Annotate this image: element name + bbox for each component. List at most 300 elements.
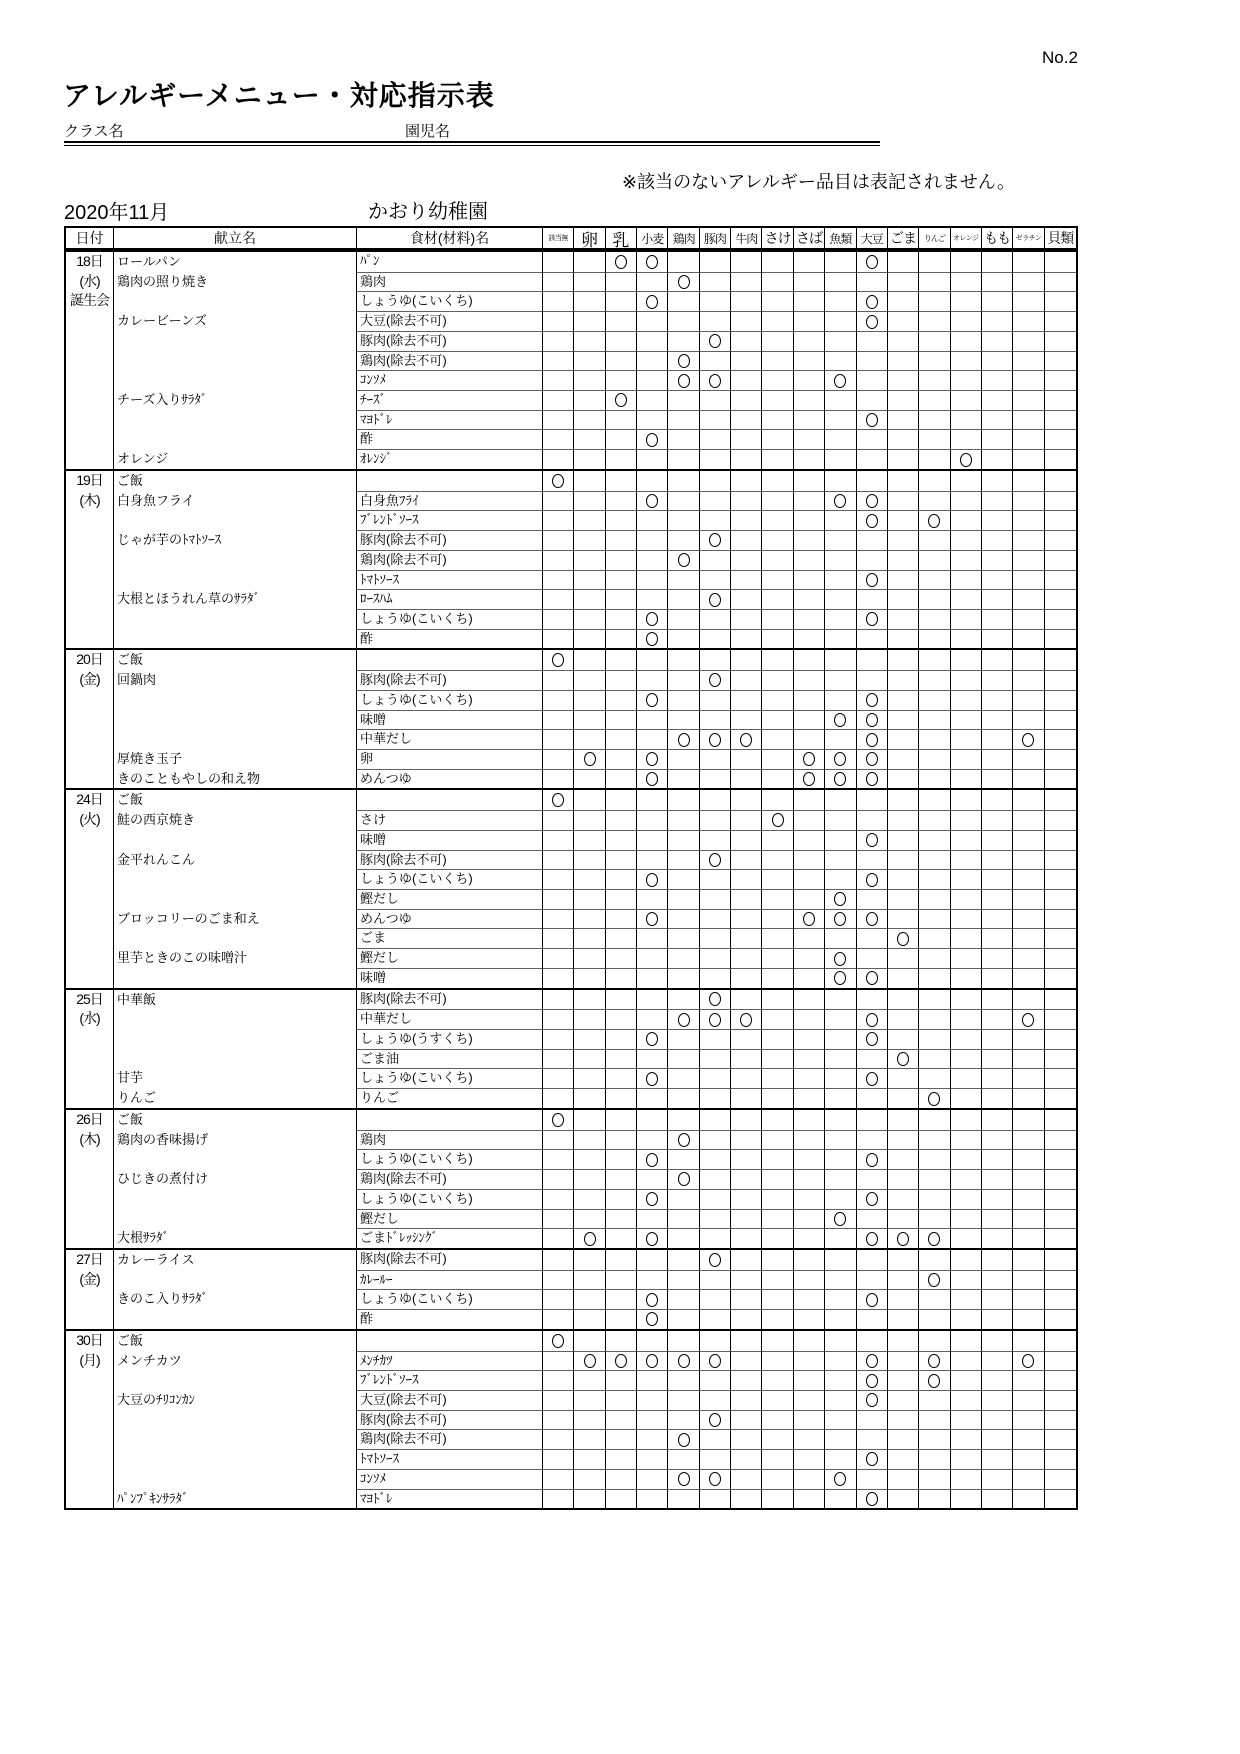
allergen-cell — [700, 1429, 731, 1449]
allergen-mark-circle — [866, 295, 878, 309]
allergen-cell — [951, 928, 982, 948]
allergen-cell — [888, 1209, 919, 1229]
allergen-cell — [762, 909, 793, 929]
allergen-cell — [982, 530, 1013, 550]
allergen-cell — [1045, 1331, 1076, 1351]
menu-cell: 大根とほうれん草のｻﾗﾀﾞ — [114, 589, 357, 648]
allergen-cell — [668, 1410, 699, 1430]
ingredient-cell: 豚肉(除去不可) — [357, 670, 543, 690]
allergen-cell — [888, 1351, 919, 1371]
allergen-cell — [574, 410, 605, 430]
allergen-mark-circle — [646, 1192, 658, 1206]
allergen-cell — [794, 429, 825, 449]
allergen-cell — [574, 1189, 605, 1209]
allergen-cell — [794, 1489, 825, 1509]
allergen-cell — [762, 1270, 793, 1290]
allergen-cell — [1013, 1149, 1044, 1169]
allergen-cell — [982, 1209, 1013, 1229]
ingredient-cell: 豚肉(除去不可) — [357, 1250, 543, 1270]
date-group — [66, 469, 1076, 648]
allergen-cell — [700, 1390, 731, 1410]
allergen-cell — [888, 1390, 919, 1410]
allergen-cell — [543, 1309, 574, 1329]
allergen-cell — [951, 729, 982, 749]
allergen-cell — [762, 810, 793, 830]
allergen-cell — [1013, 1410, 1044, 1430]
allergen-cell — [637, 830, 668, 850]
allergen-cell — [825, 869, 856, 889]
menu-cell: ひじきの煮付け — [114, 1169, 357, 1228]
allergen-cell — [982, 869, 1013, 889]
date-line: 25日 — [76, 990, 103, 1007]
allergen-cell — [574, 589, 605, 609]
allergen-cell — [982, 810, 1013, 830]
allergen-cell — [982, 449, 1013, 469]
menu-cell: 鮭の西京焼き — [114, 810, 357, 849]
allergen-cell — [982, 272, 1013, 292]
allergen-cell — [951, 790, 982, 810]
allergen-cell — [951, 1289, 982, 1309]
ingredient-cell: 鶏肉(除去不可) — [357, 351, 543, 371]
allergen-cell — [888, 670, 919, 690]
allergen-cell — [731, 1331, 762, 1351]
allergen-cell — [668, 830, 699, 850]
ingredient-cell: ﾄﾏﾄｿｰｽ — [357, 1449, 543, 1469]
allergen-cell — [637, 449, 668, 469]
allergen-cell — [637, 990, 668, 1010]
allergen-cell — [606, 1289, 637, 1309]
allergen-cell — [543, 550, 574, 570]
allergen-cell — [951, 909, 982, 929]
allergen-cell — [574, 510, 605, 530]
month-label: 2020年11月 — [64, 202, 170, 224]
allergen-cell — [606, 1351, 637, 1371]
allergen-cell — [1045, 291, 1076, 311]
allergen-cell — [982, 1228, 1013, 1248]
ingredient-cell — [357, 1110, 543, 1130]
allergen-cell — [857, 1449, 888, 1469]
allergen-cell — [606, 570, 637, 590]
allergen-cell — [1013, 370, 1044, 390]
allergen-cell — [1013, 968, 1044, 988]
allergen-cell — [1013, 1309, 1044, 1329]
allergen-cell — [731, 331, 762, 351]
ingredient-cell: 大豆(除去不可) — [357, 1390, 543, 1410]
allergen-cell — [1045, 629, 1076, 649]
allergen-cell — [668, 331, 699, 351]
allergen-cell — [825, 1049, 856, 1069]
allergen-cell — [574, 968, 605, 988]
allergen-cell — [637, 1189, 668, 1209]
allergen-cell — [857, 291, 888, 311]
allergen-cell — [794, 909, 825, 929]
allergen-mark-circle — [615, 255, 627, 269]
allergen-cell — [543, 311, 574, 331]
ingredient-cell: 中華だし — [357, 1009, 543, 1029]
allergen-cell — [574, 1130, 605, 1150]
allergen-cell — [700, 769, 731, 789]
allergen-cell — [543, 990, 574, 1010]
allergen-cell — [1013, 948, 1044, 968]
header-allergen: さけ — [762, 228, 793, 248]
allergen-cell — [700, 968, 731, 988]
allergen-cell — [888, 589, 919, 609]
allergen-mark-circle — [803, 912, 815, 926]
allergen-cell — [1013, 272, 1044, 292]
allergen-cell — [637, 530, 668, 550]
allergen-cell — [1013, 390, 1044, 410]
allergen-cell — [951, 948, 982, 968]
allergen-cell — [1013, 729, 1044, 749]
allergen-mark-circle — [866, 971, 878, 985]
allergen-cell — [731, 810, 762, 830]
ingredient-cell: しょうゆ(こいくち) — [357, 1189, 543, 1209]
allergen-cell — [731, 1189, 762, 1209]
date-cell — [66, 790, 114, 987]
allergen-cell — [982, 1110, 1013, 1130]
allergen-cell — [762, 1009, 793, 1029]
date-cell — [66, 650, 114, 788]
allergen-cell — [762, 252, 793, 272]
allergen-cell — [1045, 1209, 1076, 1229]
allergen-mark-circle — [866, 1072, 878, 1086]
allergen-cell — [1045, 1309, 1076, 1329]
allergen-cell — [668, 609, 699, 629]
allergen-cell — [951, 252, 982, 272]
allergen-cell — [668, 449, 699, 469]
header-allergen: 該当無 — [543, 228, 574, 248]
allergen-cell — [637, 889, 668, 909]
allergen-cell — [1013, 570, 1044, 590]
allergen-cell — [982, 370, 1013, 390]
allergen-cell — [606, 928, 637, 948]
allergen-cell — [668, 570, 699, 590]
allergen-cell — [857, 1029, 888, 1049]
header-menu: 献立名 — [114, 228, 357, 248]
ingredient-cell: しょうゆ(こいくち) — [357, 1289, 543, 1309]
allergen-cell — [762, 1149, 793, 1169]
allergen-cell — [982, 491, 1013, 511]
allergen-mark-circle — [646, 1293, 658, 1307]
allergen-cell — [1045, 650, 1076, 670]
allergen-cell — [1045, 1068, 1076, 1088]
allergen-cell — [1045, 909, 1076, 929]
allergen-cell — [888, 530, 919, 550]
allergen-cell — [888, 710, 919, 730]
allergen-cell — [825, 1309, 856, 1329]
allergen-cell — [637, 589, 668, 609]
ingredient-cell: ﾒﾝﾁｶﾂ — [357, 1351, 543, 1371]
allergen-cell — [888, 570, 919, 590]
allergen-cell — [543, 830, 574, 850]
ingredient-cell: ごま油 — [357, 1049, 543, 1069]
allergen-cell — [1045, 252, 1076, 272]
allergen-cell — [606, 1049, 637, 1069]
allergen-cell — [919, 1209, 950, 1229]
allergen-cell — [1013, 1351, 1044, 1371]
allergen-cell — [825, 1489, 856, 1509]
allergen-cell — [700, 491, 731, 511]
allergen-cell — [574, 272, 605, 292]
allergen-cell — [731, 990, 762, 1010]
allergen-cell — [888, 1169, 919, 1189]
allergen-cell — [606, 1469, 637, 1489]
table-header-row — [66, 228, 1076, 250]
allergen-cell — [982, 650, 1013, 670]
allergen-cell — [888, 1088, 919, 1108]
allergen-cell — [857, 510, 888, 530]
allergen-cell — [731, 429, 762, 449]
allergen-cell — [574, 530, 605, 550]
name-field-rule-bottom — [64, 145, 880, 146]
allergen-cell — [574, 810, 605, 830]
allergen-mark-circle — [928, 514, 940, 528]
allergen-cell — [982, 311, 1013, 331]
allergen-cell — [982, 710, 1013, 730]
allergen-cell — [888, 968, 919, 988]
allergen-cell — [919, 928, 950, 948]
allergen-cell — [888, 1029, 919, 1049]
allergen-cell — [951, 410, 982, 430]
allergen-cell — [543, 1270, 574, 1290]
allergen-mark-circle — [897, 1052, 909, 1066]
allergen-cell — [794, 1149, 825, 1169]
allergen-mark-circle — [740, 1013, 752, 1027]
allergen-cell — [637, 1228, 668, 1248]
allergen-cell — [574, 1009, 605, 1029]
allergen-cell — [982, 1068, 1013, 1088]
allergen-cell — [606, 1449, 637, 1469]
allergen-cell — [543, 968, 574, 988]
allergen-cell — [574, 291, 605, 311]
allergen-cell — [731, 370, 762, 390]
allergen-cell — [574, 471, 605, 491]
allergen-cell — [1013, 1009, 1044, 1029]
allergen-cell — [731, 1351, 762, 1371]
allergen-cell — [574, 1169, 605, 1189]
allergen-cell — [825, 491, 856, 511]
allergen-cell — [700, 410, 731, 430]
allergen-mark-circle — [646, 912, 658, 926]
allergen-cell — [951, 1049, 982, 1069]
allergen-mark-circle — [866, 693, 878, 707]
allergen-cell — [731, 1068, 762, 1088]
allergen-cell — [637, 1449, 668, 1469]
date-group — [66, 1248, 1076, 1329]
allergen-cell — [700, 650, 731, 670]
allergen-cell — [731, 1029, 762, 1049]
allergen-cell — [700, 1110, 731, 1130]
allergen-cell — [637, 272, 668, 292]
allergen-cell — [951, 810, 982, 830]
allergen-cell — [668, 311, 699, 331]
allergen-cell — [1045, 390, 1076, 410]
menu-cell: カレービーンズ — [114, 311, 357, 390]
allergen-mark-circle — [552, 793, 564, 807]
allergen-mark-circle — [960, 453, 972, 467]
allergen-cell — [543, 769, 574, 789]
allergen-mark-circle — [866, 413, 878, 427]
allergen-cell — [1045, 1049, 1076, 1069]
allergen-mark-circle — [803, 772, 815, 786]
allergen-cell — [731, 1130, 762, 1150]
allergen-cell — [1045, 449, 1076, 469]
allergen-cell — [825, 291, 856, 311]
allergen-cell — [762, 889, 793, 909]
school-name: かおり幼稚園 — [368, 201, 488, 223]
allergen-cell — [762, 1429, 793, 1449]
header-allergen: 大豆 — [857, 228, 888, 248]
allergen-cell — [919, 968, 950, 988]
allergen-cell — [982, 1270, 1013, 1290]
allergen-cell — [951, 1309, 982, 1329]
allergen-cell — [543, 650, 574, 670]
ingredient-cell: 味噌 — [357, 830, 543, 850]
allergen-cell — [982, 471, 1013, 491]
ingredient-cell: 白身魚ﾌﾗｲ — [357, 491, 543, 511]
allergen-cell — [731, 1390, 762, 1410]
allergen-cell — [951, 710, 982, 730]
allergen-cell — [825, 609, 856, 629]
allergen-cell — [543, 670, 574, 690]
allergen-cell — [794, 252, 825, 272]
allergen-cell — [1013, 710, 1044, 730]
allergen-cell — [543, 1209, 574, 1229]
allergen-cell — [1045, 850, 1076, 870]
allergen-cell — [825, 1228, 856, 1248]
allergen-cell — [1013, 1289, 1044, 1309]
allergen-cell — [574, 650, 605, 670]
allergen-mark-circle — [678, 1133, 690, 1147]
allergen-cell — [825, 1169, 856, 1189]
allergen-cell — [700, 449, 731, 469]
ingredient-cell: しょうゆ(こいくち) — [357, 690, 543, 710]
ingredient-cell: ﾄﾏﾄｿｰｽ — [357, 570, 543, 590]
allergen-cell — [1045, 1250, 1076, 1270]
ingredient-cell: しょうゆ(うすくち) — [357, 1029, 543, 1049]
allergen-cell — [1045, 810, 1076, 830]
allergen-cell — [574, 370, 605, 390]
allergen-cell — [1045, 1410, 1076, 1430]
allergen-cell — [951, 609, 982, 629]
allergen-cell — [919, 889, 950, 909]
date-line: 27日 — [76, 1250, 103, 1267]
date-line: 24日 — [76, 791, 103, 808]
allergen-cell — [762, 570, 793, 590]
allergen-cell — [919, 1390, 950, 1410]
allergen-cell — [668, 1169, 699, 1189]
allergen-cell — [637, 1130, 668, 1150]
ingredient-cell: 鶏肉 — [357, 272, 543, 292]
allergen-cell — [668, 670, 699, 690]
allergen-cell — [794, 609, 825, 629]
date-line: (木) — [79, 491, 100, 508]
allergen-cell — [919, 769, 950, 789]
allergen-cell — [951, 1410, 982, 1430]
allergen-mark-circle — [646, 1232, 658, 1246]
ingredient-cell: めんつゆ — [357, 909, 543, 929]
allergen-mark-circle — [834, 494, 846, 508]
allergen-cell — [982, 390, 1013, 410]
allergen-cell — [637, 948, 668, 968]
allergen-cell — [1045, 1429, 1076, 1449]
header-allergen: ゼラチン — [1013, 228, 1044, 248]
allergen-cell — [668, 1370, 699, 1390]
allergen-cell — [543, 850, 574, 870]
allergen-cell — [857, 471, 888, 491]
allergen-cell — [857, 670, 888, 690]
allergen-cell — [543, 1449, 574, 1469]
page-number: No.2 — [1042, 48, 1078, 67]
allergen-cell — [919, 1228, 950, 1248]
allergen-cell — [794, 650, 825, 670]
allergen-cell — [919, 1088, 950, 1108]
allergen-cell — [1045, 690, 1076, 710]
allergen-cell — [700, 291, 731, 311]
allergen-cell — [857, 1429, 888, 1449]
allergen-cell — [637, 1351, 668, 1371]
ingredient-cell: ﾏﾖﾄﾞﾚ — [357, 410, 543, 430]
allergen-cell — [543, 928, 574, 948]
allergen-cell — [606, 1309, 637, 1329]
allergen-cell — [668, 1228, 699, 1248]
allergen-cell — [982, 609, 1013, 629]
allergen-cell — [543, 749, 574, 769]
ingredient-cell: ｺﾝｿﾒ — [357, 1469, 543, 1489]
allergen-cell — [1045, 1270, 1076, 1290]
allergen-cell — [857, 530, 888, 550]
allergen-cell — [574, 609, 605, 629]
allergen-cell — [700, 1370, 731, 1390]
allergen-cell — [888, 830, 919, 850]
allergen-cell — [888, 769, 919, 789]
allergen-cell — [700, 889, 731, 909]
allergen-cell — [731, 491, 762, 511]
allergen-cell — [762, 1209, 793, 1229]
allergen-cell — [668, 1149, 699, 1169]
allergen-cell — [825, 850, 856, 870]
allergen-cell — [825, 272, 856, 292]
ingredient-cell: 豚肉(除去不可) — [357, 1410, 543, 1430]
allergen-cell — [731, 1309, 762, 1329]
allergen-cell — [825, 570, 856, 590]
allergen-cell — [919, 710, 950, 730]
allergen-cell — [794, 410, 825, 430]
allergen-cell — [794, 550, 825, 570]
allergen-cell — [762, 491, 793, 511]
allergen-mark-circle — [866, 1492, 878, 1506]
allergen-cell — [888, 291, 919, 311]
allergen-cell — [606, 650, 637, 670]
allergen-cell — [700, 471, 731, 491]
allergen-cell — [982, 1009, 1013, 1029]
allergen-cell — [857, 1009, 888, 1029]
allergen-cell — [731, 530, 762, 550]
allergen-cell — [668, 429, 699, 449]
allergen-cell — [1013, 810, 1044, 830]
allergen-cell — [668, 1331, 699, 1351]
allergen-cell — [919, 650, 950, 670]
allergen-cell — [762, 1351, 793, 1371]
menu-cell: じゃが芋のﾄﾏﾄｿｰｽ — [114, 530, 357, 589]
ingredient-cell: 味噌 — [357, 710, 543, 730]
allergen-cell — [888, 331, 919, 351]
allergen-mark-circle — [866, 315, 878, 329]
allergen-cell — [794, 690, 825, 710]
allergen-cell — [919, 449, 950, 469]
allergen-cell — [982, 670, 1013, 690]
ingredient-cell — [357, 1331, 543, 1351]
